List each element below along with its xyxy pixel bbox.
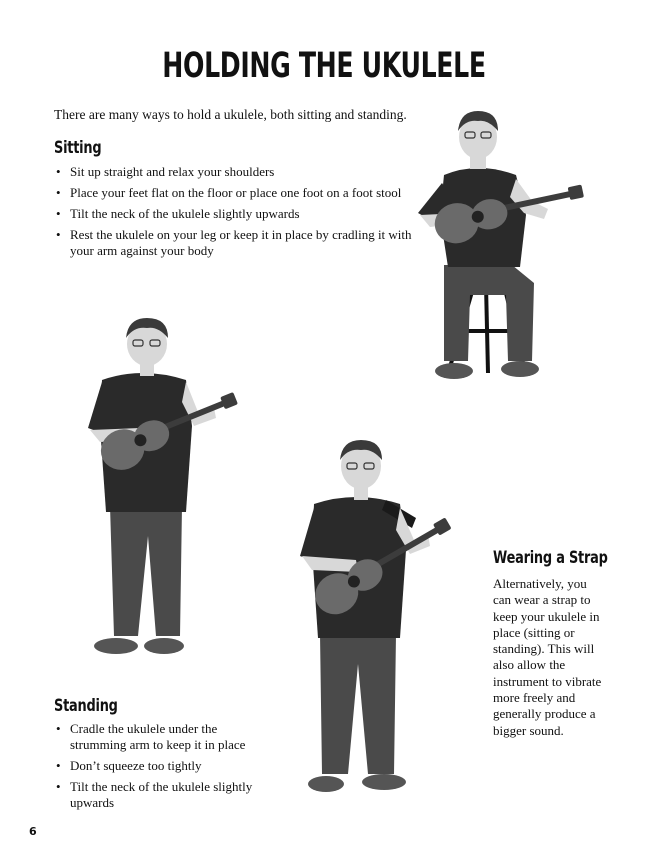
- list-item: • Sit up straight and relax your shoulders: [54, 164, 414, 180]
- strap-heading: Wearing a Strap: [493, 548, 608, 568]
- list-item: • Don’t squeeze too tightly: [54, 758, 269, 774]
- standing-list: [54, 721, 269, 816]
- strap-boy-illustration: [296, 438, 466, 800]
- sitting-list: [54, 164, 414, 264]
- standing-heading: Standing: [54, 696, 118, 716]
- photo-sitting: [408, 105, 593, 390]
- intro-text: There are many ways to hold a ukulele, both sitting and standing.: [54, 107, 407, 122]
- photo-standing: [86, 316, 246, 661]
- sitting-heading: Sitting: [54, 138, 102, 158]
- list-item: • Rest the ukulele on your leg or keep it in place by cradling it with your arm against your body: [54, 227, 414, 259]
- sitting-boy-illustration: [408, 105, 593, 390]
- list-item: • Tilt the neck of the ukulele slightly upwards: [54, 206, 414, 222]
- page-number: 6: [29, 825, 37, 838]
- strap-text: Alternatively, you can wear a strap to keep your ukulele in place (sitting or standing). This will also allow the instrument to vibrate more freely and generally produce a bigger sound.: [493, 576, 602, 738]
- page-title: HOLDING THE UKULELE: [162, 46, 486, 86]
- list-item: • Tilt the neck of the ukulele slightly upwards: [54, 779, 269, 811]
- list-item: • Cradle the ukulele under the strumming arm to keep it in place: [54, 721, 269, 753]
- list-item: • Place your feet flat on the floor or place one foot on a foot stool: [54, 185, 414, 201]
- photo-strap: [296, 438, 466, 800]
- standing-boy-illustration: [86, 316, 246, 661]
